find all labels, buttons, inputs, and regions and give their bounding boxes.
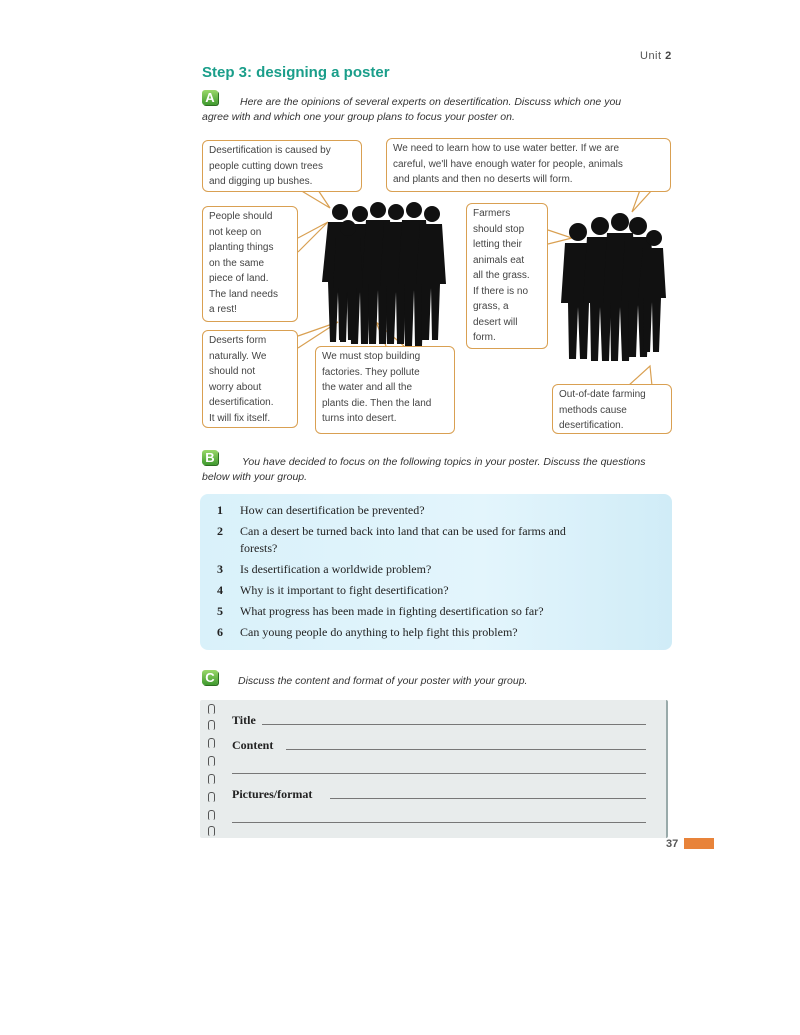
question-text: Is desertification a worldwide problem? xyxy=(240,562,432,576)
pictures-format-field-label: Pictures/format xyxy=(232,787,313,801)
bubble-4-line: form. xyxy=(473,332,496,343)
bubble-5-line: Deserts form xyxy=(209,335,267,346)
questions-box xyxy=(200,494,672,650)
binder-ring-icon xyxy=(208,810,215,820)
question-text: How can desertification be prevented? xyxy=(240,503,425,517)
question-number: 2 xyxy=(217,524,223,538)
section-c-letter: C xyxy=(202,670,218,685)
question-text: Can young people do anything to help fight this problem? xyxy=(240,625,518,639)
question-text: What progress has been made in fighting desertification so far? xyxy=(240,604,544,618)
question-text: forests? xyxy=(240,541,278,555)
binder-ring-icon xyxy=(208,756,215,766)
bubble-3-line: not keep on xyxy=(209,226,262,238)
binder-ring-icon xyxy=(208,826,215,836)
bubble-3-line: The land needs xyxy=(209,288,278,300)
bubble-7-line: desertification. xyxy=(559,420,624,431)
title-field-label: Title xyxy=(232,713,256,727)
bubble-5-line: worry about xyxy=(209,381,262,393)
question-number: 1 xyxy=(217,503,223,517)
bubble-3-line: planting things xyxy=(209,242,274,253)
bubble-1-line: and digging up bushes. xyxy=(209,176,313,187)
bubble-4-line: Farmers xyxy=(473,208,511,219)
binder-ring-icon xyxy=(208,774,215,784)
bubble-4-line: should stop xyxy=(473,223,525,235)
title-field-line[interactable] xyxy=(262,724,646,725)
bubble-2-line: We need to learn how to use water better. If we are xyxy=(393,143,620,154)
bubble-5-line: should not xyxy=(209,366,256,377)
bubble-1-line: people cutting down trees xyxy=(209,160,323,172)
section-b-instruction-2: below with your group. xyxy=(202,471,308,483)
content-field-label: Content xyxy=(232,738,274,752)
bubble-6-line: We must stop building xyxy=(322,351,421,362)
pictures-format-field-line[interactable] xyxy=(330,798,646,799)
question-text: Can a desert be turned back into land that can be used for farms and xyxy=(240,524,566,538)
page-tab-bar xyxy=(684,838,714,849)
section-a-instruction-2: agree with and which one your group plans to focus your poster on. xyxy=(202,111,515,123)
bubble-3-line: on the same xyxy=(209,257,265,269)
section-a-letter: A xyxy=(202,90,218,105)
bubble-2-line: careful, we'll have enough water for people, animals xyxy=(393,158,623,170)
bubble-2-line: and plants and then no deserts will form. xyxy=(393,174,573,185)
bubble-7-line: methods cause xyxy=(559,404,627,416)
poster-planning-form xyxy=(200,700,668,838)
binder-ring-icon xyxy=(208,738,215,748)
bubble-5-line: naturally. We xyxy=(209,350,267,362)
section-b-letter: B xyxy=(202,450,218,465)
question-number: 4 xyxy=(217,583,223,597)
bubble-6-line: the water and all the xyxy=(322,382,413,393)
binder-ring-icon xyxy=(208,704,215,714)
section-c-instruction: Discuss the content and format of your poster with your group. xyxy=(238,675,528,687)
content-field-line[interactable] xyxy=(286,749,646,750)
question-number: 5 xyxy=(217,604,223,618)
binder-ring-icon xyxy=(208,792,215,802)
binder-ring-icon xyxy=(208,720,215,730)
bubble-6-line: plants die. Then the land xyxy=(322,397,432,409)
pictures-format-field-line-2[interactable] xyxy=(232,822,646,823)
question-text: Why is it important to fight desertification? xyxy=(240,583,449,597)
section-b-instruction-1: You have decided to focus on the following topics in your poster. Discuss the questions xyxy=(242,456,646,468)
bubble-6-line: turns into desert. xyxy=(322,413,397,424)
question-number: 6 xyxy=(217,625,223,639)
bubble-4-line: all the grass. xyxy=(473,270,530,281)
question-number: 3 xyxy=(217,562,223,576)
page-title: Step 3: designing a poster xyxy=(202,64,390,81)
bubble-5-line: desertification. xyxy=(209,397,274,408)
bubble-4-line: If there is no xyxy=(473,285,529,297)
bubble-4-line: animals eat xyxy=(473,254,525,266)
content-field-line-2[interactable] xyxy=(232,773,646,774)
bubble-7-line: Out-of-date farming xyxy=(559,389,646,400)
bubble-3-line: People should xyxy=(209,211,273,222)
bubble-1-line: Desertification is caused by xyxy=(209,145,331,156)
section-a-instruction-1: Here are the opinions of several experts on desertification. Discuss which one you xyxy=(240,96,622,108)
bubble-3-line: piece of land. xyxy=(209,273,269,284)
bubble-4-line: desert will xyxy=(473,316,518,328)
bubble-4-line: letting their xyxy=(473,239,522,250)
unit-number: 2 xyxy=(665,50,672,62)
bubble-4-line: grass, a xyxy=(473,301,509,312)
bubble-3-line: a rest! xyxy=(209,304,237,315)
bubble-5-line: It will fix itself. xyxy=(209,412,271,424)
unit-text: Unit xyxy=(640,50,662,62)
bubble-6-line: factories. They pollute xyxy=(322,366,420,378)
page-number: 37 xyxy=(666,838,679,850)
